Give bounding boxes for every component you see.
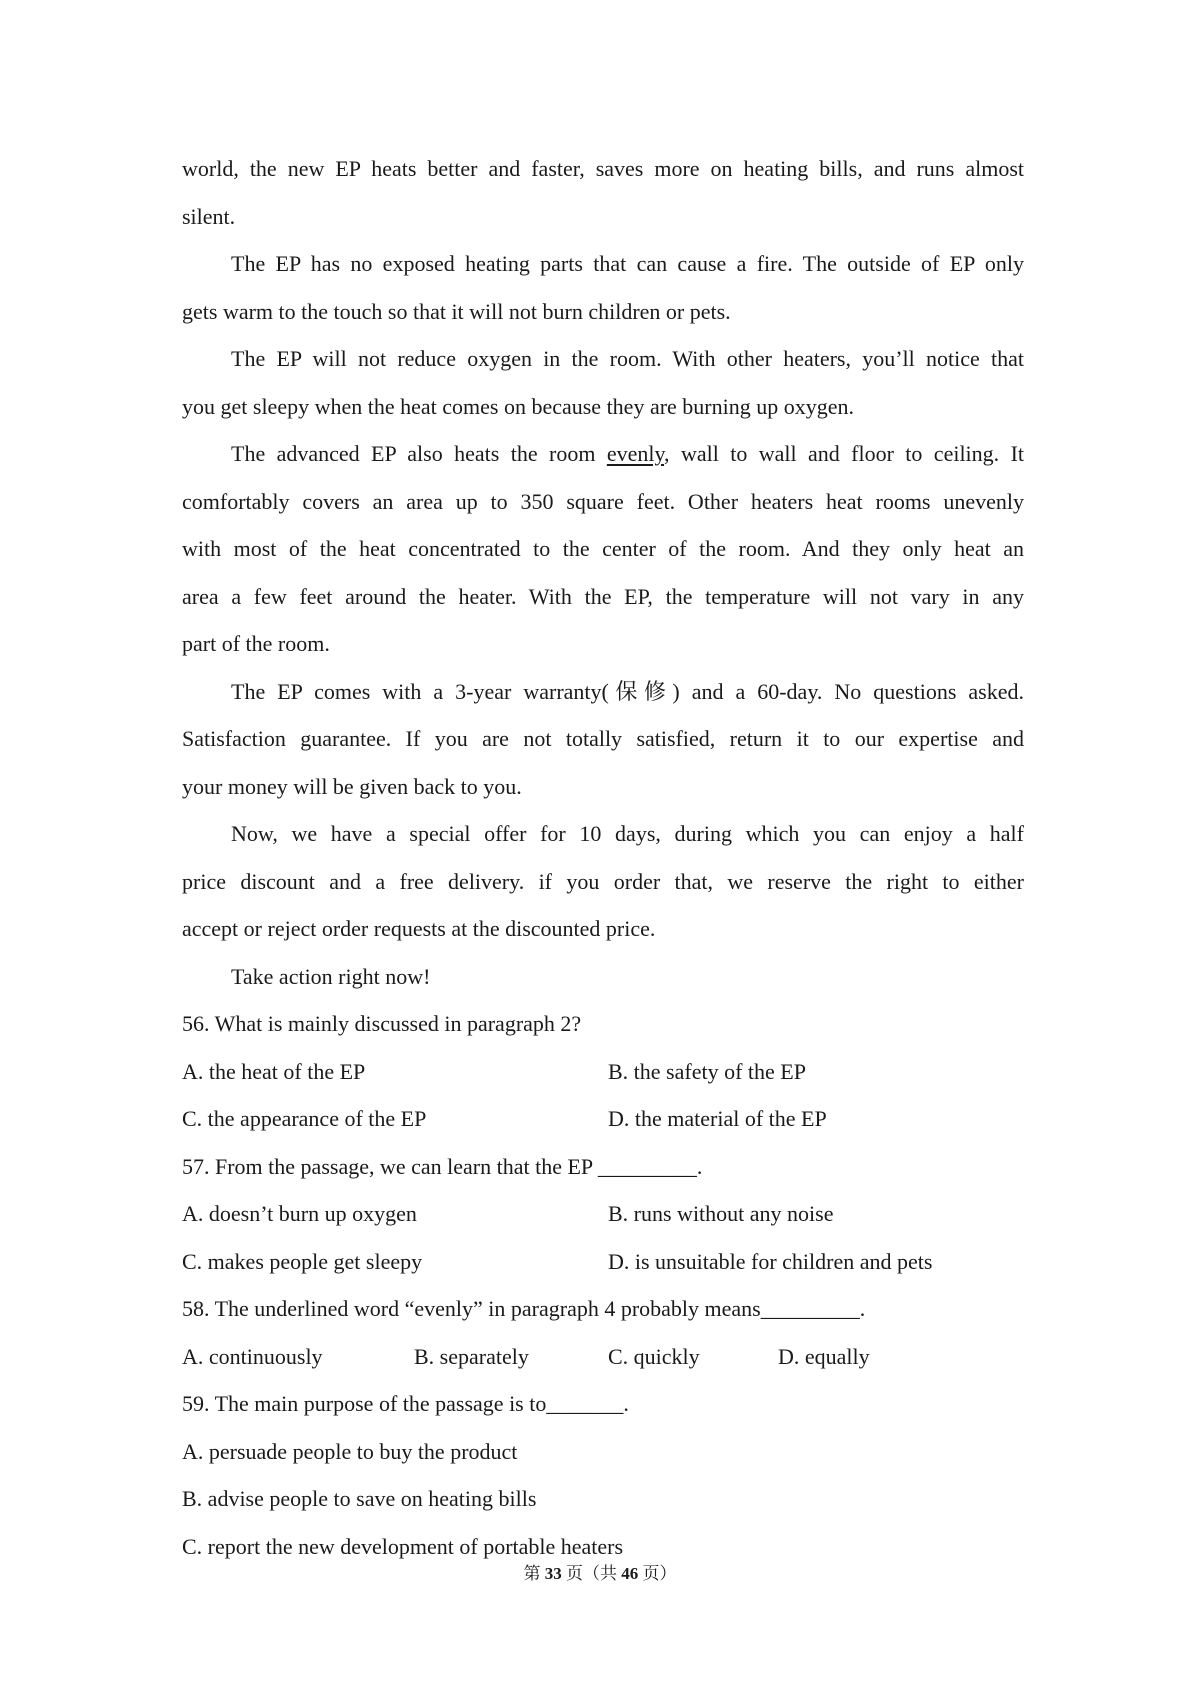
underlined-word: evenly <box>606 441 665 466</box>
text-line: your money will be given back to you. <box>182 773 522 799</box>
page-number: 33 <box>544 1564 562 1583</box>
option-row <box>182 1238 1024 1286</box>
question-stem: 56. What is mainly discussed in paragraph 2? <box>182 1011 582 1036</box>
option-b: B. separately <box>414 1343 529 1369</box>
option-a: A. persuade people to buy the product <box>182 1438 518 1464</box>
page-footer <box>0 1563 1200 1585</box>
option-d: D. the material of the EP <box>608 1106 827 1131</box>
text-line: comfortably covers an area up to 350 square feet. Other heaters heat rooms unevenly <box>182 488 1024 514</box>
footer-text: 第 <box>523 1564 545 1583</box>
option-b: B. advise people to save on heating bills <box>182 1486 537 1511</box>
option-row <box>182 1095 1024 1143</box>
text-line: The EP has no exposed heating parts that can cause a fire. The outside of EP only <box>231 251 1024 276</box>
option-a: A. the heat of the EP <box>182 1058 366 1084</box>
text-line: The EP comes with a 3-year warranty(保修) and a 60-day. No questions asked. <box>231 678 1024 704</box>
text-line <box>182 430 1024 478</box>
option-row <box>182 1190 1024 1238</box>
option-c: C. the appearance of the EP <box>182 1106 427 1131</box>
option-d: D. equally <box>778 1343 870 1369</box>
text-line: world, the new EP heats better and faster, saves more on heating bills, and runs almost <box>182 156 1024 181</box>
question-stem: 59. The main purpose of the passage is to_______. <box>182 1391 629 1416</box>
text-line: with most of the heat concentrated to the center of the room. And they only heat an <box>182 536 1024 561</box>
question-stem: 58. The underlined word “evenly” in paragraph 4 probably means_________. <box>182 1296 866 1321</box>
text-line: silent. <box>182 203 236 229</box>
text-line: The EP will not reduce oxygen in the room. With other heaters, you’ll notice that <box>231 346 1024 371</box>
text-line: you get sleepy when the heat comes on because they are burning up oxygen. <box>182 393 855 419</box>
option-row <box>182 1048 1024 1096</box>
text-segment: The advanced EP also heats the room <box>231 441 607 466</box>
text-line: accept or reject order requests at the discounted price. <box>182 916 656 941</box>
option-b: B. the safety of the EP <box>608 1058 806 1084</box>
option-d: D. is unsuitable for children and pets <box>608 1248 933 1274</box>
option-row <box>182 1333 1024 1381</box>
option-c: C. quickly <box>608 1343 700 1369</box>
page-total: 46 <box>621 1564 639 1583</box>
option-c: C. report the new development of portable heaters <box>182 1533 624 1559</box>
text-line: price discount and a free delivery. if you order that, we reserve the right to either <box>182 868 1024 894</box>
text-line: Now, we have a special offer for 10 days, during which you can enjoy a half <box>231 821 1024 846</box>
text-line: part of the room. <box>182 631 330 656</box>
option-a: A. doesn’t burn up oxygen <box>182 1201 417 1226</box>
text-segment: , wall to wall and floor to ceiling. It <box>664 441 1025 466</box>
text-line: Take action right now! <box>231 963 431 989</box>
footer-text: 页（共 <box>561 1564 622 1583</box>
option-c: C. makes people get sleepy <box>182 1248 423 1274</box>
option-a: A. continuously <box>182 1343 323 1369</box>
question-stem: 57. From the passage, we can learn that the EP _________. <box>182 1153 703 1179</box>
text-line: gets warm to the touch so that it will not burn children or pets. <box>182 298 731 324</box>
text-line: Satisfaction guarantee. If you are not totally satisfied, return it to our expertise and <box>182 726 1024 751</box>
document-body <box>182 145 1024 1570</box>
text-line: area a few feet around the heater. With the EP, the temperature will not vary in any <box>182 583 1024 609</box>
option-b: B. runs without any noise <box>608 1201 834 1226</box>
footer-text: 页） <box>638 1564 677 1583</box>
